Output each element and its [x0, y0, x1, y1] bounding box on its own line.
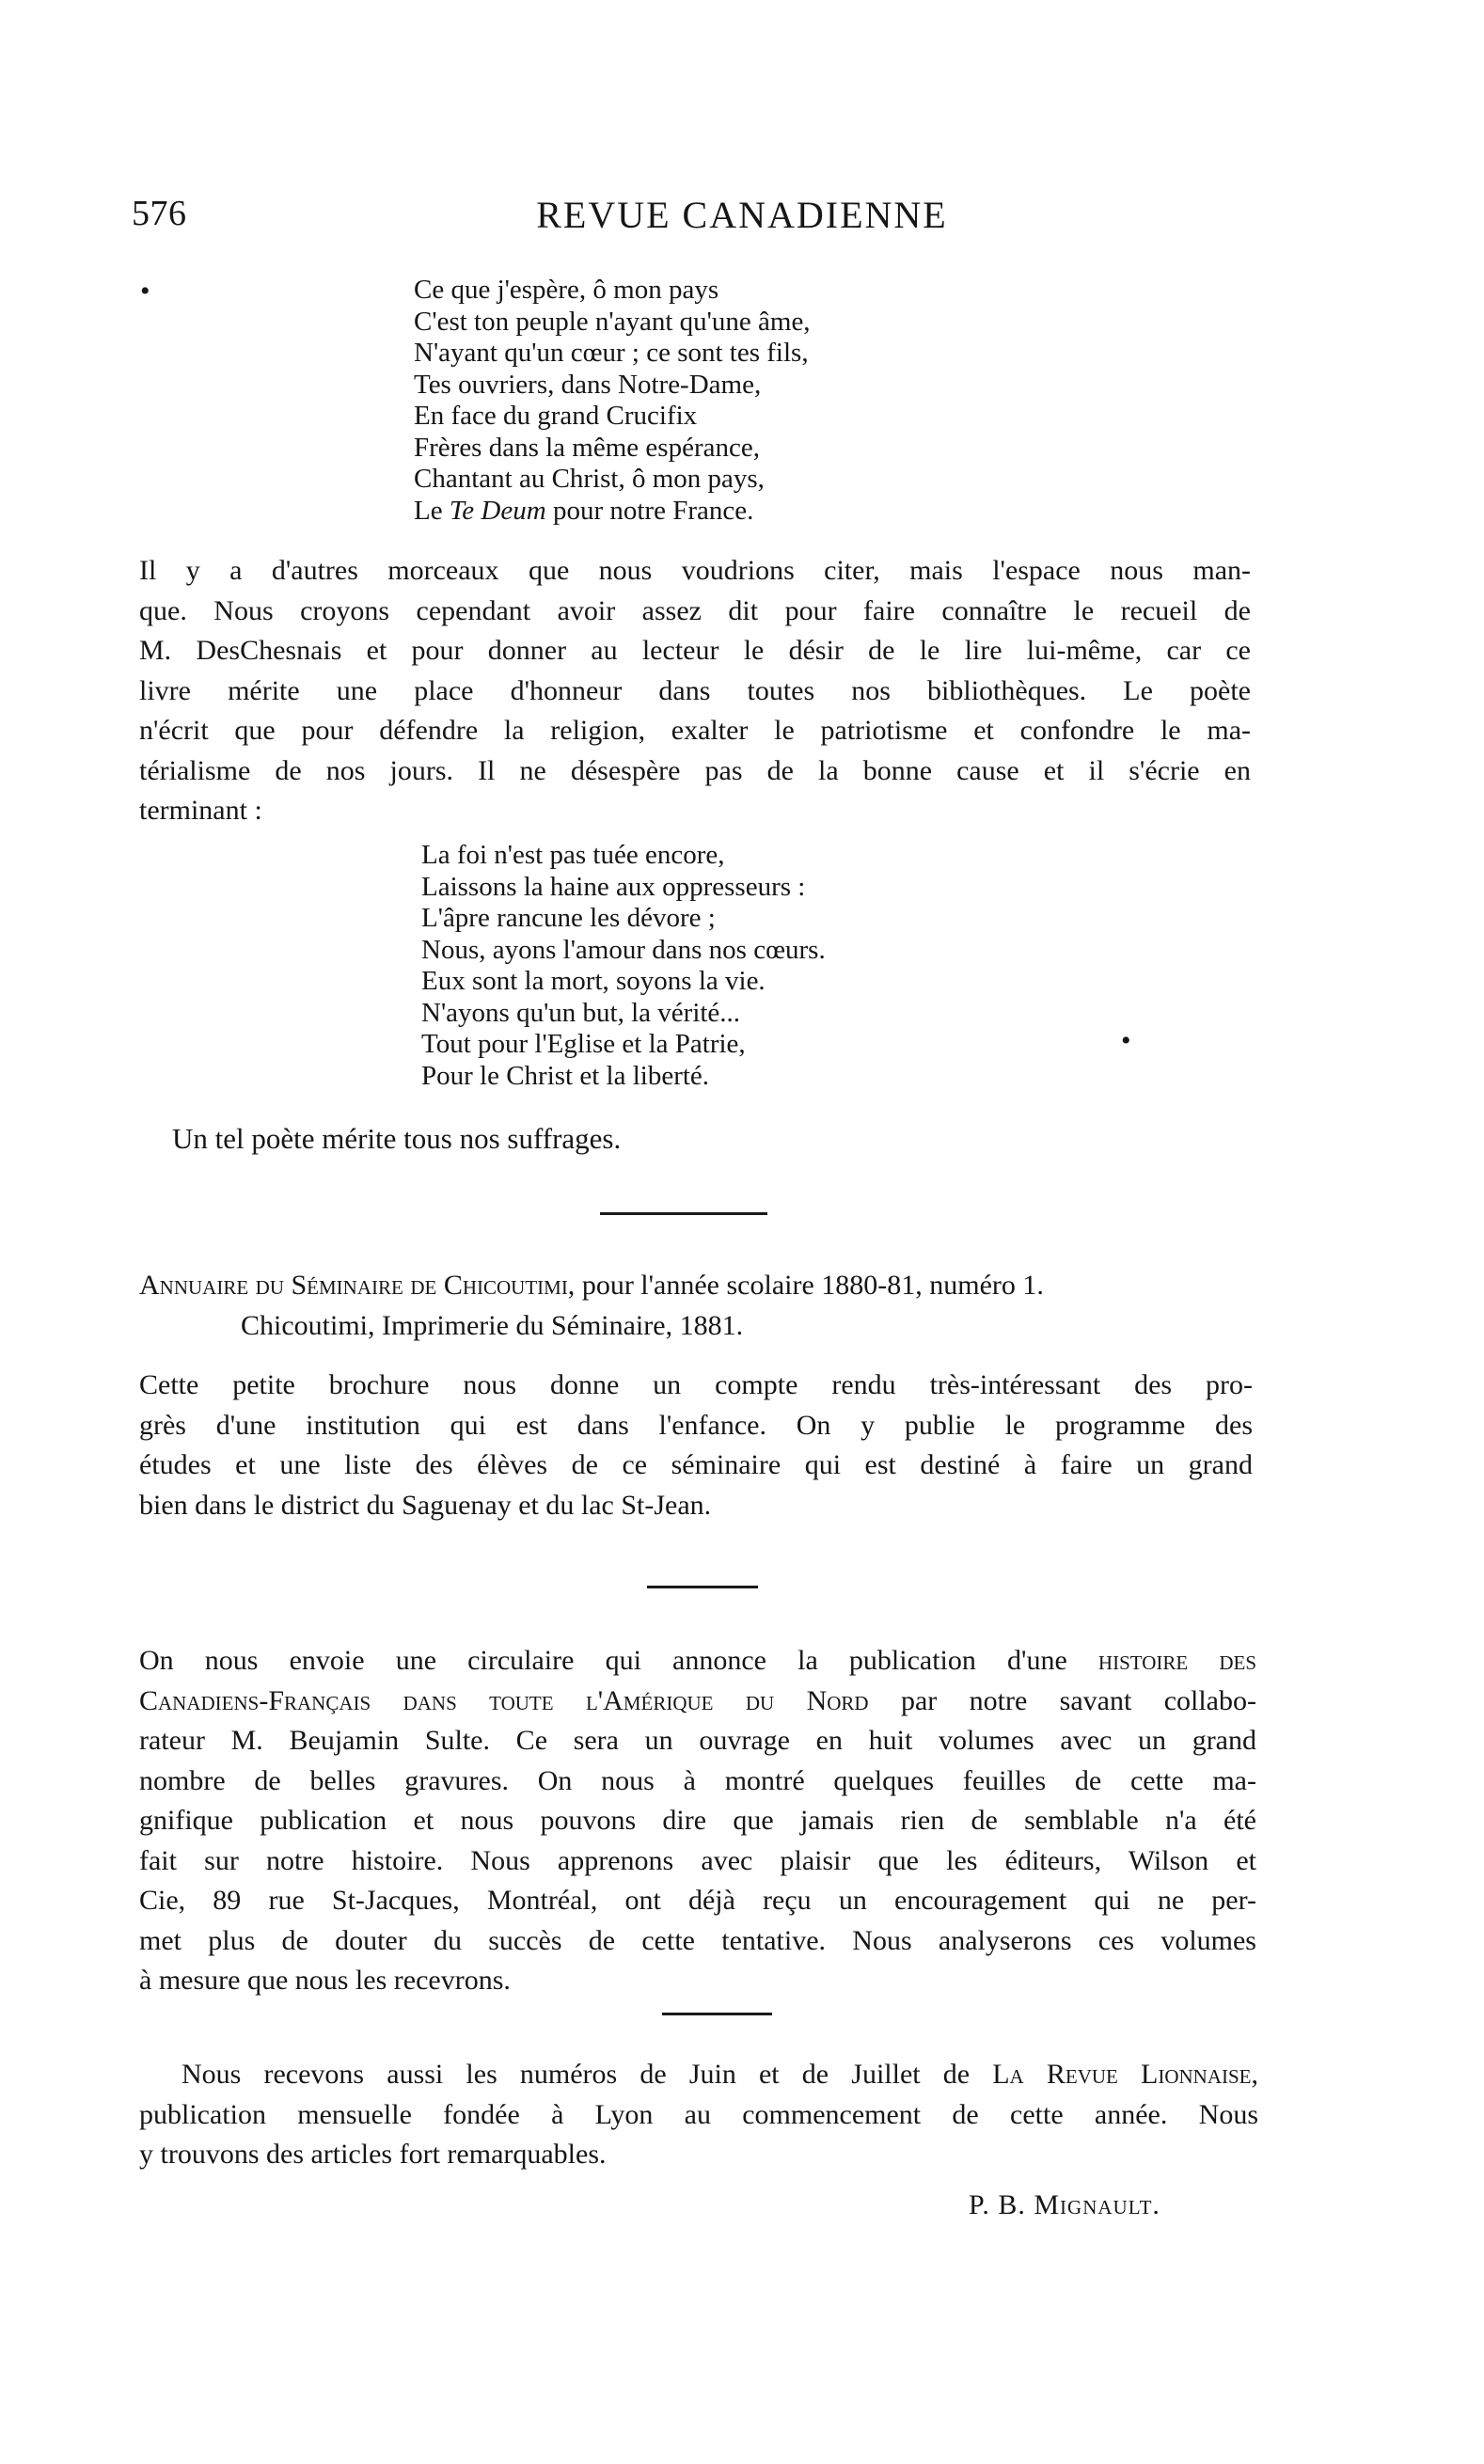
paragraph-line: bien dans le district du Saguenay et du lac St-Jean.: [139, 1489, 712, 1521]
author-signature: [969, 2189, 1160, 2221]
paragraph-line: grès d'une institution qui est dans l'enfance. On y publie le programme des: [139, 1409, 1253, 1441]
paragraph-line: met plus de douter du succès de cette tentative. Nous analyserons ces volumes: [139, 1924, 1256, 1956]
verse-line: [414, 496, 811, 528]
paragraph-line: terminant :: [139, 795, 262, 826]
print-speck: •: [140, 276, 150, 307]
verse-italic-text: Te Deum: [449, 495, 546, 526]
paragraph-text: Nous recevons aussi les numéros de Juin et de Juillet de: [182, 2059, 993, 2090]
running-title: REVUE CANADIENNE: [536, 194, 948, 236]
verse-line: Laissons la haine aux oppresseurs :: [421, 871, 806, 902]
verse-text: Le: [414, 495, 450, 526]
verse-line: N'ayant qu'un cœur ; ce sont tes fils,: [414, 338, 809, 368]
paragraph-line: n'écrit que pour défendre la religion, exalter le patriotisme et confondre le ma-: [139, 715, 1251, 746]
verse-block-1: [414, 275, 811, 527]
annuaire-title-rest: pour l'année scolaire 1880-81, numéro 1.: [575, 1270, 1044, 1301]
verse-line: Frères dans la même espérance,: [414, 432, 760, 463]
paragraph-line: Cette petite brochure nous donne un compte rendu très-intéressant des pro-: [139, 1369, 1253, 1400]
annuaire-title-line: [139, 1266, 1253, 1306]
paragraph-line: y trouvons des articles fort remarquables.: [139, 2139, 607, 2170]
verse-line: C'est ton peuple n'ayant qu'une âme,: [414, 306, 811, 337]
paragraph-line: Cie, 89 rue St-Jacques, Montréal, ont déjà reçu un encouragement qui ne per-: [139, 1885, 1256, 1916]
paragraph-line: M. DesChesnais et pour donner au lecteur le désir de le lire lui-même, car ce: [139, 635, 1251, 666]
verse-line: L'âpre rancune les dévore ;: [421, 903, 716, 933]
paragraph-line: nombre de belles gravures. On nous à montré quelques feuilles de cette ma-: [139, 1764, 1256, 1796]
paragraph-text: par notre savant collabo-: [868, 1684, 1256, 1716]
book-title-part: histoire des: [1097, 1645, 1256, 1676]
book-title-part: Canadiens-Français dans toute l'Amérique du Nord: [139, 1684, 869, 1716]
paragraph-suffrages: Un tel poète mérite tous nos suffrages.: [172, 1122, 622, 1155]
verse-line: Chantant au Christ, ô mon pays,: [414, 464, 765, 494]
paragraph-line: Il y a d'autres morceaux que nous voudrions citer, mais l'espace nous man-: [139, 555, 1251, 586]
paragraph-line: térialisme de nos jours. Il ne désespère pas de la bonne cause et il s'écrie en: [139, 754, 1251, 786]
verse-block-2: [421, 840, 826, 1092]
verse-line: N'ayons qu'un but, la vérité...: [421, 997, 741, 1028]
paragraph-line: fait sur notre histoire. Nous apprenons avec plaisir que les éditeurs, Wilson et: [139, 1844, 1256, 1876]
paragraph-line: à mesure que nous les recevrons.: [139, 1965, 511, 1996]
verse-line: Tout pour l'Eglise et la Patrie,: [421, 1029, 746, 1059]
signature-name: Mignault.: [1034, 2189, 1160, 2220]
annuaire-imprint: Chicoutimi, Imprimerie du Séminaire, 1881.: [241, 1309, 744, 1341]
verse-line: Eux sont la mort, soyons la vie.: [421, 966, 766, 996]
print-speck: •: [1121, 1025, 1131, 1056]
paragraph-line: que. Nous croyons cependant avoir assez dit pour faire connaître le recueil de: [139, 594, 1251, 626]
section-divider: [662, 2013, 772, 2015]
section-divider: [600, 1212, 767, 1215]
signature-initials: P. B.: [969, 2189, 1034, 2220]
paragraph-line: [139, 1682, 1256, 1722]
paragraph-line: gnifique publication et nous pouvons dire que jamais rien de semblable n'a été: [139, 1805, 1256, 1836]
verse-line: Nous, ayons l'amour dans nos cœurs.: [421, 934, 826, 965]
paragraph-line: [139, 2055, 1258, 2095]
verse-line: Tes ouvriers, dans Notre-Dame,: [414, 369, 762, 400]
annuaire-title: Annuaire du Séminaire de Chicoutimi,: [139, 1270, 576, 1301]
verse-text: pour notre France.: [545, 495, 754, 526]
paragraph-line: livre mérite une place d'honneur dans toutes nos bibliothèques. Le poète: [139, 674, 1251, 706]
paragraph-text: On nous envoie une circulaire qui annonce la publication d'une: [139, 1645, 1098, 1676]
paragraph-line: [139, 1641, 1256, 1682]
verse-line: Ce que j'espère, ô mon pays: [414, 275, 719, 305]
verse-line: En face du grand Crucifix: [414, 401, 698, 431]
periodical-title: La Revue Lionnaise,: [992, 2059, 1259, 2090]
paragraph-morceaux: [139, 551, 1251, 831]
annuaire-heading: [139, 1266, 1253, 1346]
paragraph-brochure: [139, 1366, 1253, 1525]
paragraph-line: études et une liste des élèves de ce séminaire qui est destiné à faire un grand: [139, 1449, 1253, 1480]
verse-line: La foi n'est pas tuée encore,: [421, 840, 725, 870]
paragraph-line: rateur M. Beujamin Sulte. Ce sera un ouvrage en huit volumes avec un grand: [139, 1725, 1256, 1756]
verse-line: Pour le Christ et la liberté.: [421, 1060, 710, 1091]
section-divider: [647, 1586, 758, 1588]
page-number: 576: [132, 194, 187, 233]
paragraph-line: publication mensuelle fondée à Lyon au commencement de cette année. Nous: [139, 2098, 1258, 2130]
paragraph-circulaire: [139, 1641, 1256, 2001]
paragraph-revue-lionnaise: [139, 2055, 1258, 2175]
